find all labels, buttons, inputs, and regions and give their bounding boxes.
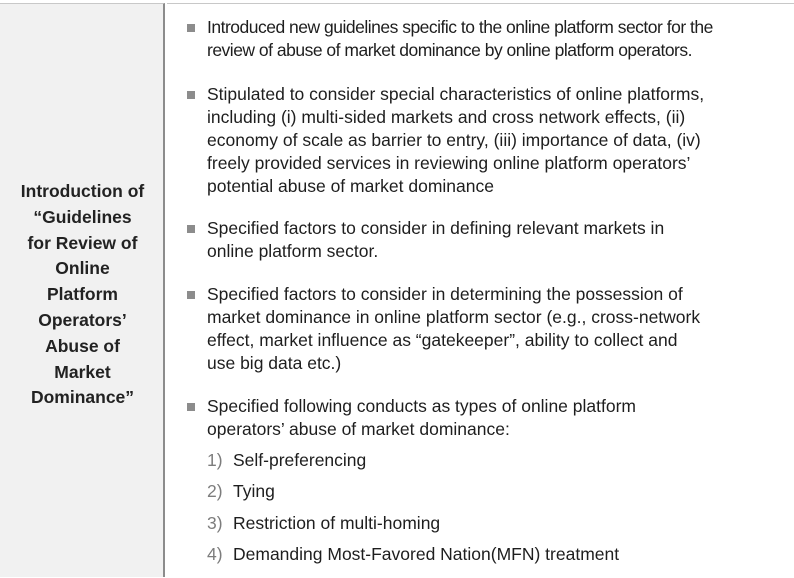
bullet-line: economy of scale as barrier to entry, (iii) importance of data, (iv) <box>207 130 701 150</box>
sub-list-item <box>207 449 366 472</box>
bullet-line: Specified factors to consider in determining the possession of <box>207 284 683 304</box>
square-bullet-icon <box>187 225 195 233</box>
row-header-line: “Guidelines <box>33 206 132 227</box>
row-header-line: for Review of <box>27 232 138 253</box>
sub-list-number: 1) <box>207 450 223 470</box>
bullet-line: online platform sector. <box>207 241 379 261</box>
square-bullet-icon <box>187 291 195 299</box>
bullet-line: operators’ abuse of market dominance: <box>207 419 510 439</box>
row-header-line: Online <box>55 258 110 279</box>
sub-list-text: Self-preferencing <box>233 450 367 470</box>
sub-list-item <box>207 480 275 503</box>
sub-list-item <box>207 543 619 566</box>
square-bullet-icon <box>187 24 195 32</box>
bullet-line: freely provided services in reviewing online platform operators’ <box>207 153 691 173</box>
row-header-line: Introduction of <box>20 181 145 201</box>
square-bullet-icon <box>187 91 195 99</box>
row-header-line: Abuse of <box>45 335 120 356</box>
sub-list-text: Restriction of multi-homing <box>233 513 441 533</box>
bullet-line: potential abuse of market dominance <box>207 176 494 196</box>
row-header-line: Platform <box>47 284 118 305</box>
row-header-line: Market <box>54 361 111 382</box>
bullet-line: Specified factors to consider in defining relevant markets in <box>207 218 665 238</box>
sub-list-number: 2) <box>207 481 223 501</box>
content-cell <box>167 3 794 578</box>
row-header-cell <box>0 3 165 577</box>
bullet-line: Stipulated to consider special characteristics of online platforms, <box>207 84 705 104</box>
row-header-line: Dominance” <box>30 387 135 408</box>
sub-list-item <box>207 512 440 535</box>
bullet-line: effect, market influence as “gatekeeper”, ability to collect and <box>207 330 678 350</box>
bullet-line: use big data etc.) <box>207 353 342 373</box>
bullet-line: review of abuse of market dominance by online platform operators. <box>207 40 692 60</box>
row-header-line: Operators’ <box>38 309 127 330</box>
square-bullet-icon <box>187 403 195 411</box>
sub-list-number: 4) <box>207 544 223 564</box>
bullet-line: Introduced new guidelines specific to the online platform sector for the <box>207 17 713 37</box>
bullet-line: market dominance in online platform sector (e.g., cross-network <box>207 307 701 327</box>
bullet-line: Specified following conducts as types of online platform <box>207 396 636 416</box>
bullet-line: including (i) multi-sided markets and cross network effects, (ii) <box>207 107 686 127</box>
sub-list-number: 3) <box>207 513 223 533</box>
row-header-title <box>0 179 165 411</box>
sub-list-text: Tying <box>233 481 275 501</box>
sub-list-text: Demanding Most-Favored Nation(MFN) treatment <box>233 544 620 564</box>
